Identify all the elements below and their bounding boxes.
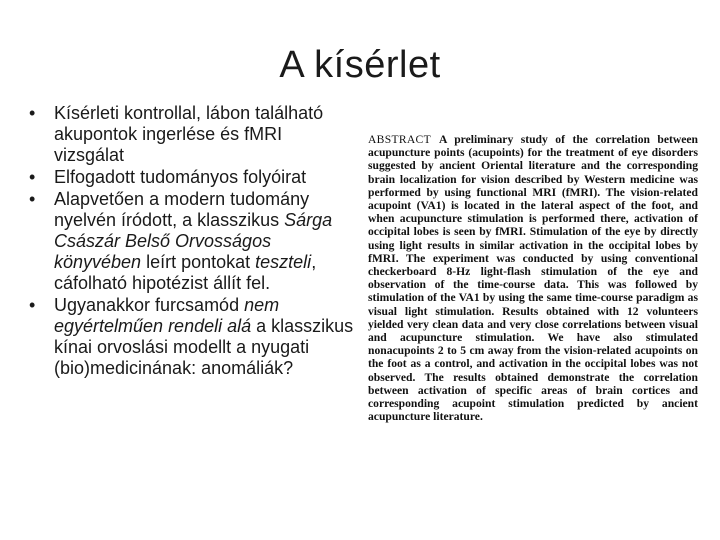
bullet-text: Elfogadott tudományos folyóirat [54,167,307,187]
abstract-text: A preliminary study of the correlation between acupuncture points (acupoints) for the treatment of eye disorders suggested by ancient Oriental literature and the corresponding brain localization for vision described by Western medicine was performed by using functional MRI (fMRI). The vision-related acupoint (VA1) is located in the lateral aspect of the foot, and when acupuncture stimulation is performed there, activation of occipital lobes is seen by fMRI. Stimulation of the eye by directly using light results in similar activation in the occipital lobes by fMRI. The experiment was conducted by using conventional checkerboard 8-Hz light-flash stimulation of the eye and observation of the time-course data. This was followed by stimulation of the VA1 by using the same time-course paradigm as visual light stimulation. Results obtained with 12 volunteers yielded very clean data and very close correlations between visual and acupuncture stimulation. We have also stimulated nonacupoints 2 to 5 cm away from the vision-related acupoints on the foot as a control, and activation in the occipital lobes was not observed. The results obtained demonstrate the correlation between activation of specific areas of brain cortices and corresponding acupoint stimulation predicted by ancient acupuncture literature. [368,133,698,424]
bullet-item [26,189,356,294]
bullet-text: a klasszikus kínai orvoslási modellt a nyugati (bio)medicinának: anomáliák? [54,316,354,378]
slide-title: A kísérlet [279,44,441,86]
bullet-emphasis: nem egyértelműen rendeli alá [54,295,280,336]
bullet-text: Alapvetően a modern tudomány nyelvén íródott, a klasszikus [54,189,310,230]
bullet-text: , cáfolható hipotézist állít fel. [54,252,317,293]
bullet-item [26,295,356,379]
bullet-emphasis: teszteli [255,252,312,272]
bullet-item [26,103,356,166]
bullet-item [26,167,356,188]
bullet-text: leírt pontokat [141,252,256,272]
bullet-list [26,103,356,380]
abstract-label: ABSTRACT [368,133,431,146]
bullet-text: Kísérleti kontrollal, lábon található akupontok ingerlése és fMRI vizsgálat [54,103,324,165]
bullet-text: Ugyanakkor furcsamód [54,295,245,315]
abstract-image [368,133,698,423]
bullet-emphasis: Sárga Császár Belső Orvosságos könyvében [54,210,333,272]
